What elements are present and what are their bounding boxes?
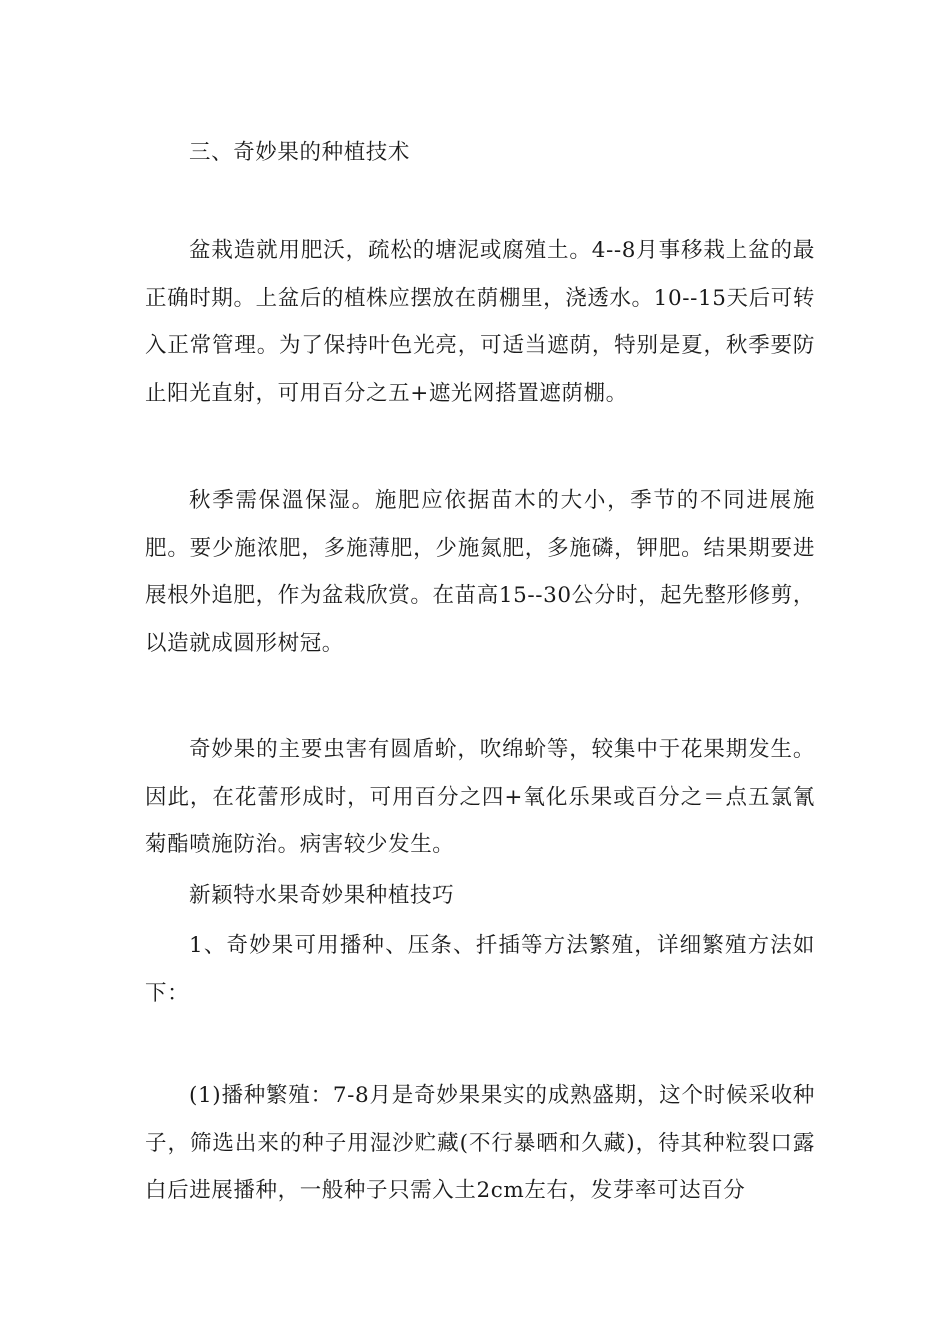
paragraph-pests: 奇妙果的主要虫害有圆盾蚧，吹绵蚧等，较集中于花果期发生。因此，在花蕾形成时，可用百分之四+氧化乐果或百分之＝点五氯氰菊酯喷施防治。病害较少发生。 bbox=[145, 737, 815, 857]
list-intro: 1、奇妙果可用播种、压条、扦插等方法繁殖，详细繁殖方法如下： bbox=[145, 933, 815, 1006]
paragraph-planting: 盆栽造就用肥沃，疏松的塘泥或腐殖土。4--8月事移栽上盆的最正确时期。上盆后的植株应摆放在荫棚里，浇透水。10--15天后可转入正常管理。为了保持叶色光亮，可适当遮荫，特别是夏，秋季要防止阳光直射，可用百分之五+遮光网搭置遮荫棚。 bbox=[145, 238, 815, 406]
paragraph-sowing: (1)播种繁殖：7-8月是奇妙果果实的成熟盛期，这个时候采收种子，筛选出来的种子用湿沙贮藏(不行暴晒和久藏)，待其种粒裂口露白后进展播种，一般种子只需入土2cm左右，发芽率可达百分 bbox=[145, 1083, 815, 1203]
paragraph-fertilizing: 秋季需保溫保湿。施肥应依据苗木的大小，季节的不同进展施肥。要少施浓肥，多施薄肥，少施氮肥，多施磷，钾肥。结果期要进展根外追肥，作为盆栽欣赏。在苗高15--30公分时，起先整形修剪，以造就成圆形树冠。 bbox=[145, 488, 815, 656]
section-heading: 三、奇妙果的种植技术 bbox=[189, 140, 411, 165]
subheading: 新颖特水果奇妙果种植技巧 bbox=[189, 883, 455, 908]
